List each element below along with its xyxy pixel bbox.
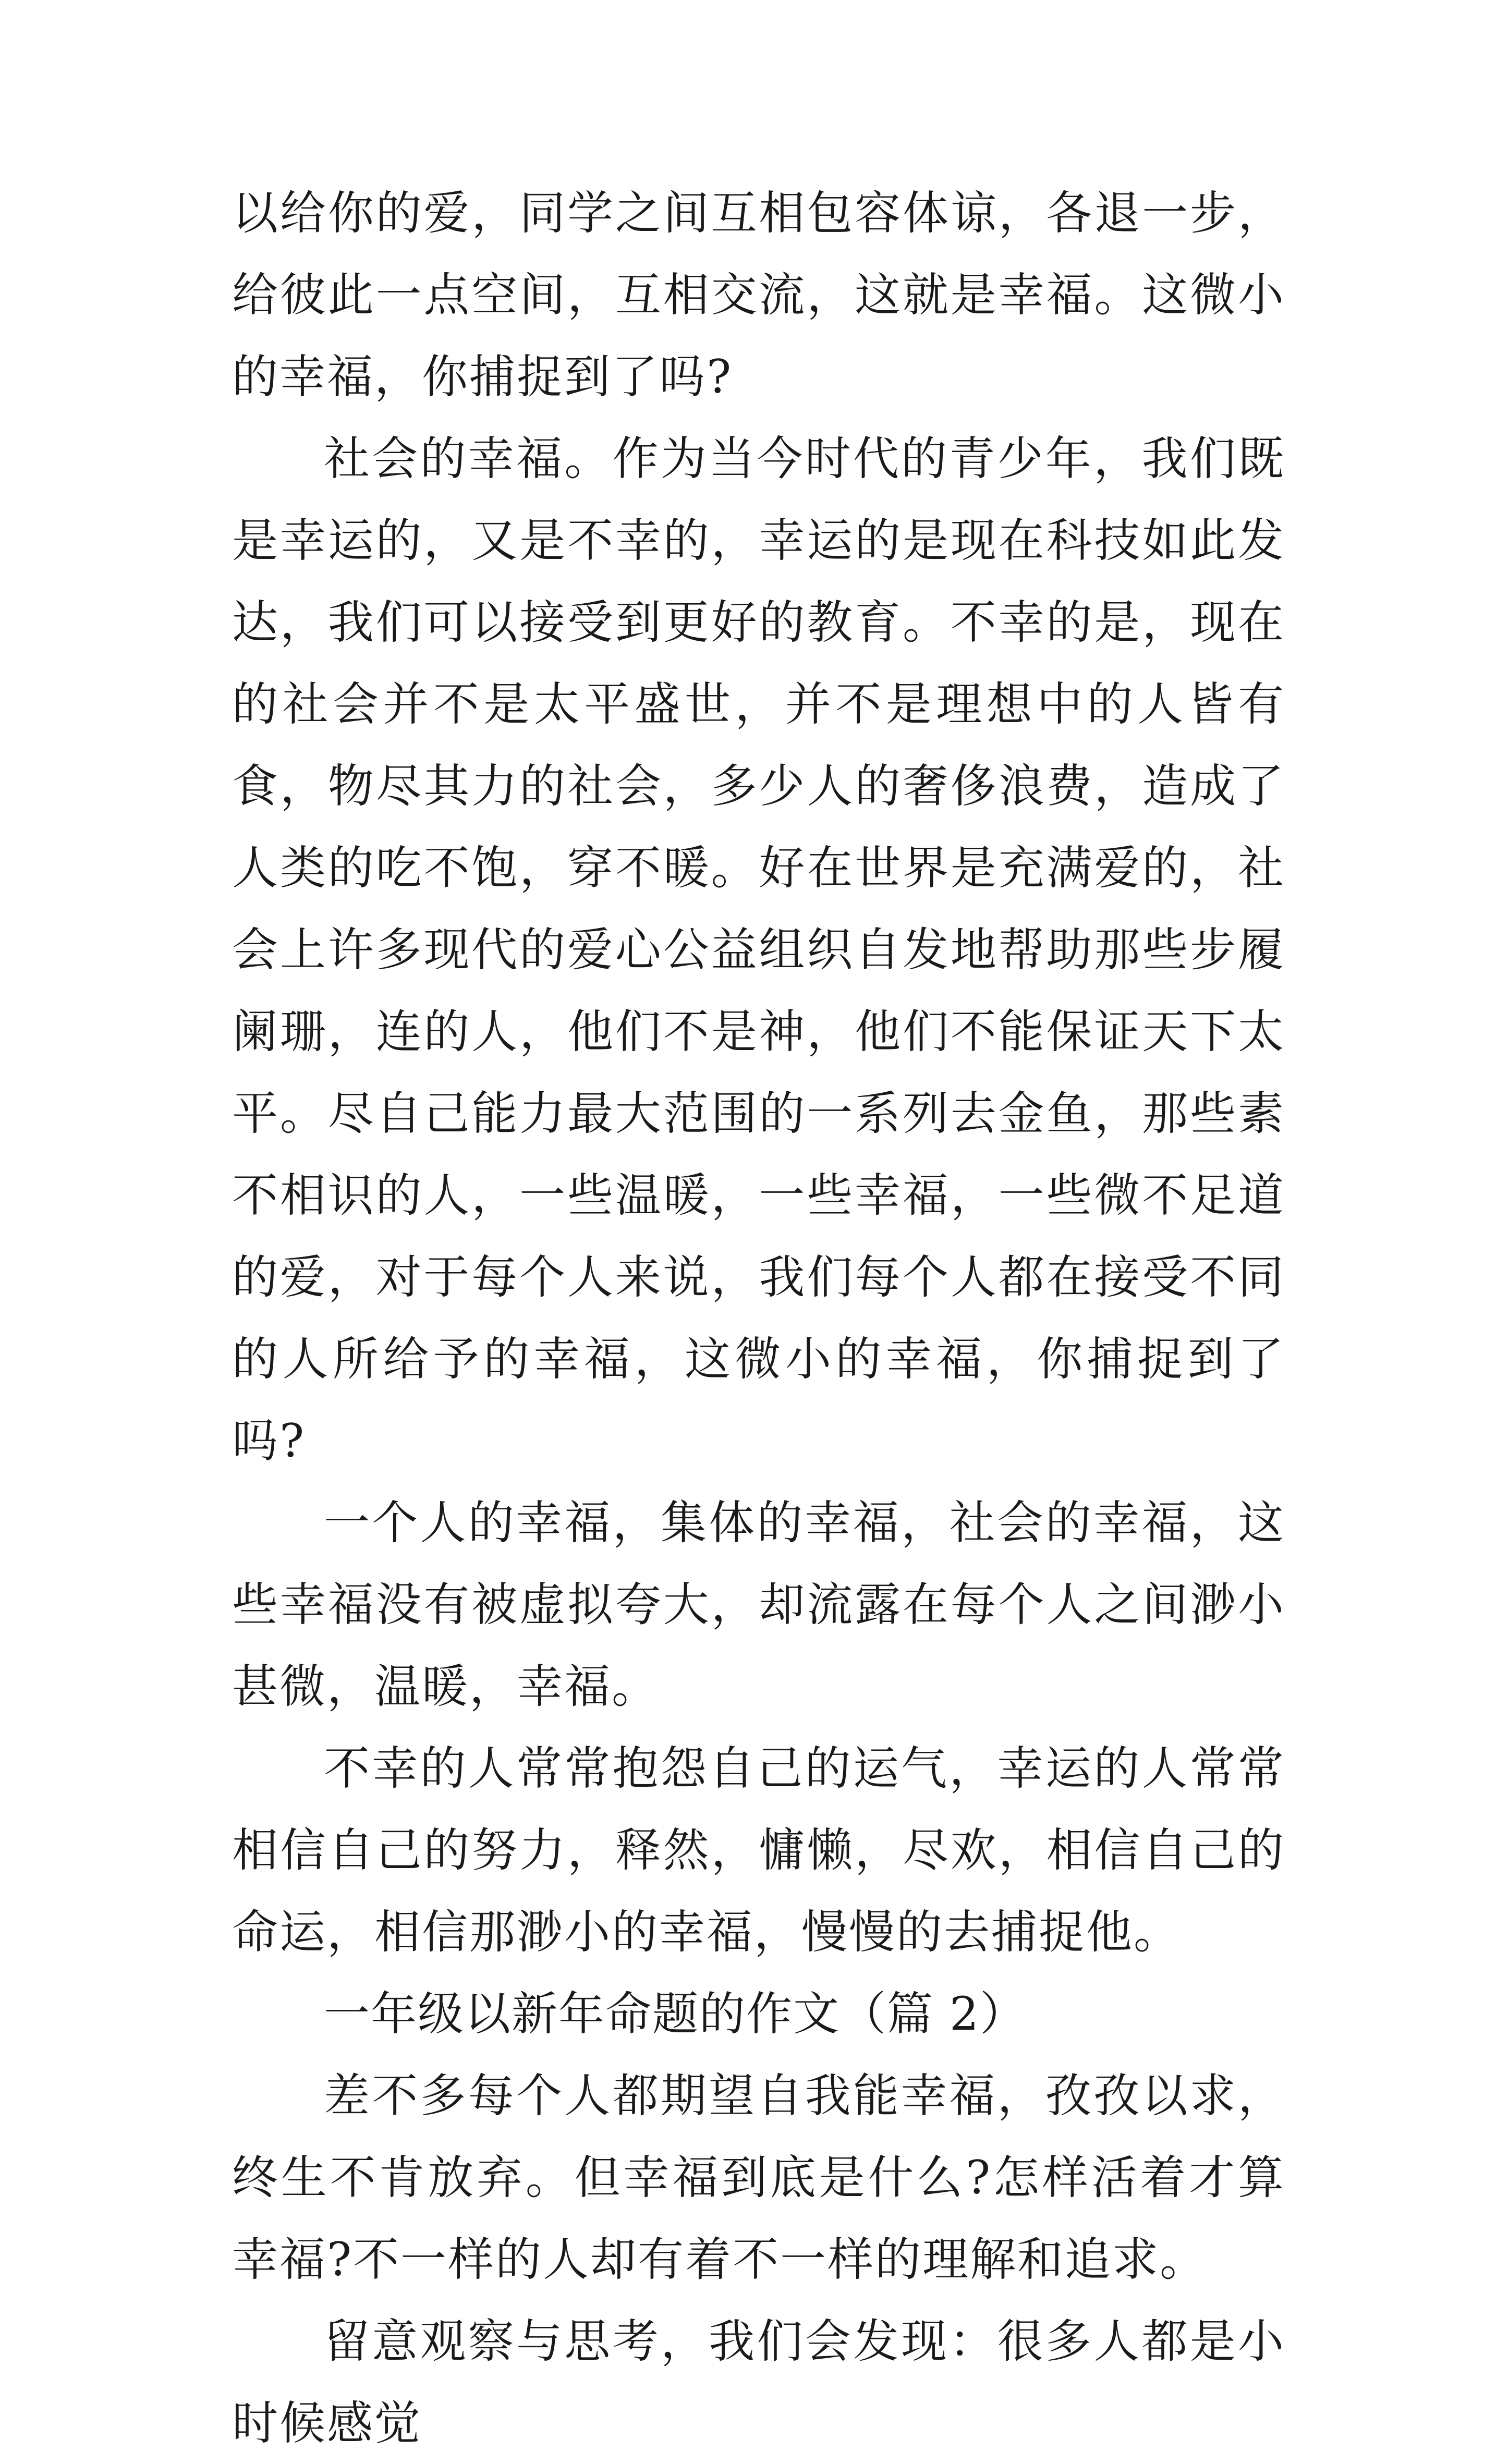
paragraph-summary: 一个人的幸福，集体的幸福，社会的幸福，这些幸福没有被虚拟夸大，却流露在每个人之间渺小甚微，温暖，幸福。: [232, 1496, 1285, 1713]
paragraph-conclusion: 不幸的人常常抱怨自己的运气，幸运的人常常相信自己的努力，释然，慵懒，尽欢，相信自己的命运，相信那渺小的幸福，慢慢的去捕捉他。: [232, 1741, 1285, 1959]
paragraph-observation: 留意观察与思考，我们会发现：很多人都是小时候感觉: [232, 2314, 1285, 2450]
paragraph-intro-2: 差不多每个人都期望自我能幸福，孜孜以求，终生不肯放弃。但幸福到底是什么?怎样活着才算幸福?不一样的人却有着不一样的理解和追求。: [232, 2069, 1285, 2286]
paragraph-continued: 以给你的爱，同学之间互相包容体谅，各退一步，给彼此一点空间，互相交流，这就是幸福。这微小的幸福，你捕捉到了吗?: [232, 186, 1285, 404]
paragraph-social-happiness: 社会的幸福。作为当今时代的青少年，我们既是幸运的，又是不幸的，幸运的是现在科技如此发达，我们可以接受到更好的教育。不幸的是，现在的社会并不是太平盛世，并不是理想中的人皆有食，物尽其力的社会，多少人的奢侈浪费，造成了人类的吃不饱，穿不暖。好在世界是充满爱的，社会上许多现代的爱心公益组织自发地帮助那些步履阑珊，连的人，他们不是神，他们不能保证天下太平。尽自己能力最大范围的一系列去金鱼，那些素不相识的人，一些温暖，一些幸福，一些微不足道的爱，对于每个人来说，我们每个人都在接受不同的人所给予的幸福，这微小的幸福，你捕捉到了吗?: [232, 432, 1285, 1468]
section-heading: 一年级以新年命题的作文（篇 2）: [324, 1987, 1027, 2041]
article-body: [232, 172, 1285, 2464]
